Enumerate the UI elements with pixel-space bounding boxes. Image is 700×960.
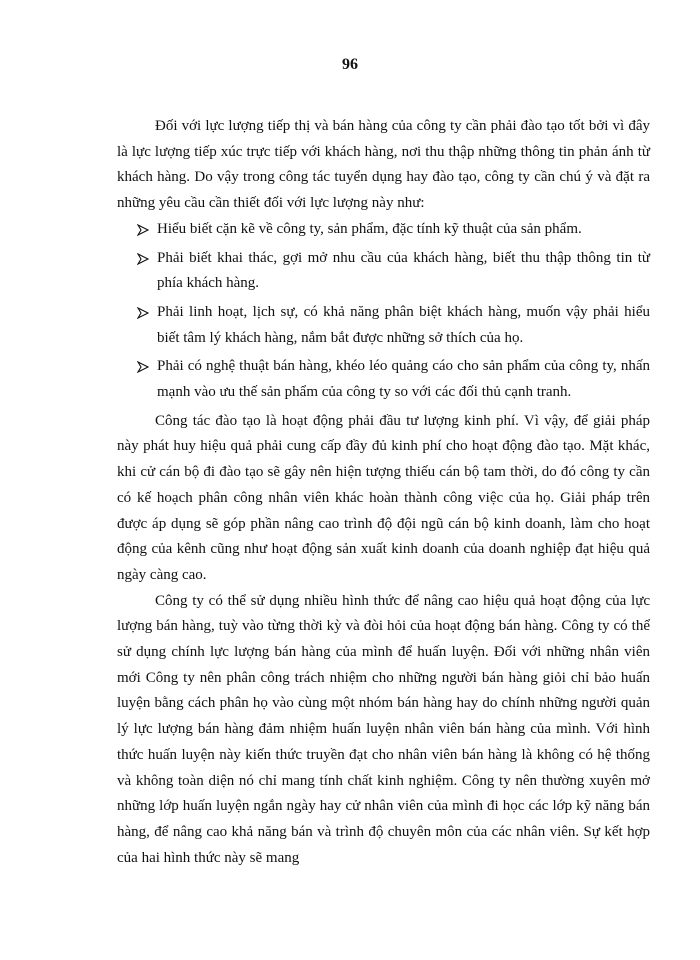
arrow-bullet-icon [137,224,149,236]
page-number: 96 [342,56,358,73]
paragraph-training-cost: Công tác đào tạo là hoạt động phải đầu tư lượng kinh phí. Vì vậy, để giải pháp này phát huy hiệu quả phải cung cấp đầy đủ kinh phí cho hoạt động đào tạo. Mặt khác, khi cử cán bộ đi đào tạo sẽ gây nên hiện tượng thiếu cán bộ tam thời, do đó công ty cần có kế hoạch phân công nhân viên khác hoàn thành công việc của họ. Giải pháp trên được áp dụng sẽ góp phần nâng cao trình độ đội ngũ cán bộ kinh doanh, làm cho hoạt động của kênh cũng như hoạt động sản xuất kinh doanh của doanh nghiệp đạt hiệu quả ngày càng cao. [117,412,650,583]
list-item-text: Phải biết khai thác, gợi mở nhu cầu của khách hàng, biết thu thập thông tin từ phía khách hàng. [157,249,650,292]
list-item [117,246,650,297]
arrow-bullet-icon [137,361,149,373]
arrow-bullet-icon [137,253,149,265]
list-item-text: Phải có nghệ thuật bán hàng, khéo léo quảng cáo cho sản phẩm của công ty, nhấn mạnh vào ưu thế sản phẩm của công ty so với các đối thủ cạnh tranh. [157,358,650,401]
list-item-text: Hiểu biết cặn kẽ về công ty, sản phẩm, đặc tính kỹ thuật của sản phẩm. [157,220,582,237]
list-item [117,354,650,405]
page-body [117,114,650,871]
paragraph-intro: Đối với lực lượng tiếp thị và bán hàng của công ty cần phải đào tạo tốt bởi vì đây là lực lượng tiếp xúc trực tiếp với khách hàng, nơi thu thập những thông tin phản ánh từ khách hàng. Do vậy trong công tác tuyển dụng hay đào tạo, công ty cần chú ý và đặt ra những yêu cầu cần thiết đối với lực lượng này như: [117,118,650,212]
requirements-list [117,217,650,406]
list-item [117,217,650,243]
list-item [117,300,650,351]
arrow-bullet-icon [137,307,149,319]
paragraph-training-methods: Công ty có thể sử dụng nhiều hình thức để nâng cao hiệu quả hoạt động của lực lượng bán hàng, tuỳ vào từng thời kỳ và đòi hỏi của hoạt động bán hàng. Công ty có thể sử dụng chính lực lượng bán hàng của mình để huấn luyện. Đối với những nhân viên mới Công ty nên phân công trách nhiệm cho những người bán hàng giỏi chỉ bảo huấn luyện bằng cách phân họ vào cùng một nhóm bán hàng hay do chính những người quản lý lực lượng bán hàng đảm nhiệm huấn luyện nhân viên bán hàng của mình. Với hình thức huấn luyện này kiến thức truyền đạt cho nhân viên bán hàng là không có hệ thống và không toàn diện nó chỉ mang tính chất kinh nghiệm. Công ty nên thường xuyên mở những lớp huấn luyện ngắn ngày hay cử nhân viên của mình đi học các lớp kỹ năng bán hàng, để nâng cao khả năng bán và trình độ chuyên môn của các nhân viên. Sự kết hợp của hai hình thức này sẽ mang [117,592,650,866]
list-item-text: Phải linh hoạt, lịch sự, có khả năng phân biệt khách hàng, muốn vậy phải hiểu biết tâm lý khách hàng, nắm bắt được những sở thích của họ. [157,303,650,346]
